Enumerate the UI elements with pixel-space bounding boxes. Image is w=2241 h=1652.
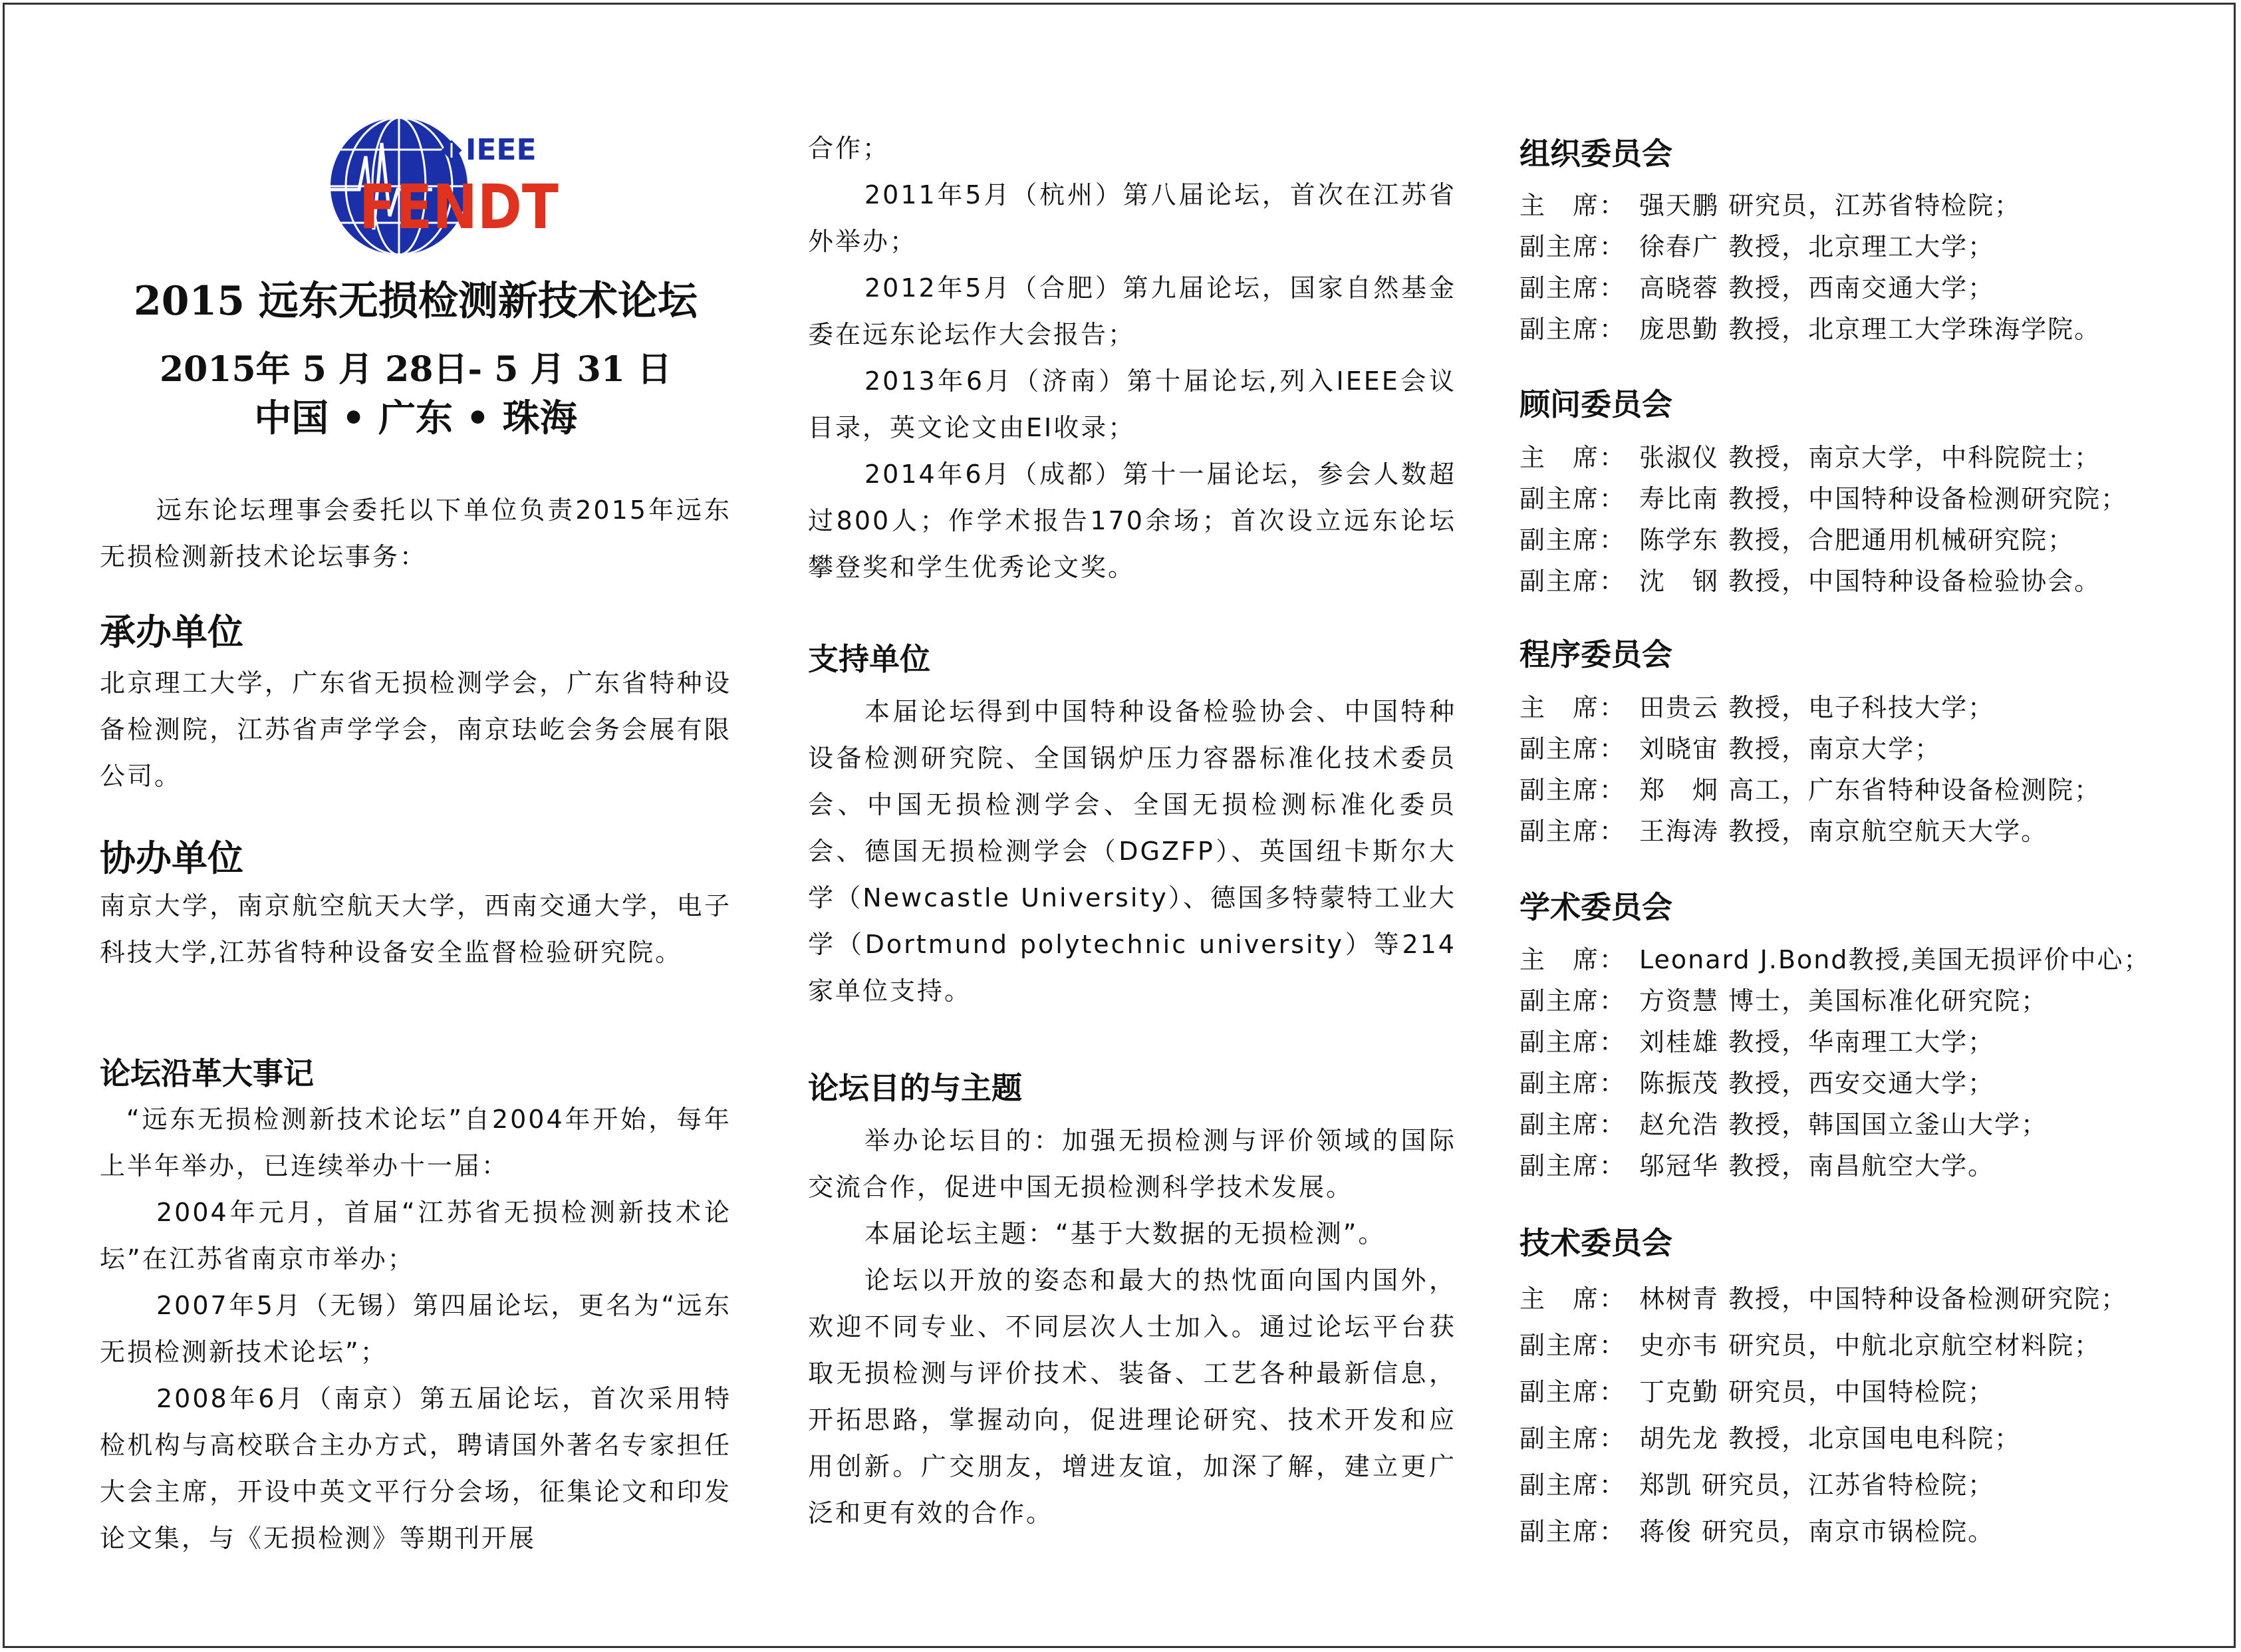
committee-member: 副主席： 高晓蓉 教授，西南交通大学； (1519, 273, 1995, 303)
purpose-paragraph: 举办论坛目的：加强无损检测与评价领域的国际交流合作，促进中国无损检测科学技术发展。 (808, 1126, 1456, 1202)
committee-member: 副主席： 蒋俊 研究员，南京市锅检院。 (1519, 1517, 1995, 1546)
committee-member: 主 席： 张淑仪 教授，南京大学，中科院院士； (1519, 443, 2101, 472)
committee-member: 副主席： 郑 炯 高工，广东省特种设备检测院； (1519, 775, 2101, 805)
forum-dates: 2015年 5 月 28日- 5 月 31 日 (159, 349, 672, 390)
committee-member: 副主席： 沈 钢 教授，中国特种设备检验协会。 (1519, 567, 2101, 596)
history-paragraph: 2011年5月（杭州）第八届论坛，首次在江苏省外举办； (808, 180, 1456, 256)
committee-member: 副主席： 赵允浩 教授，韩国国立釜山大学； (1519, 1110, 2048, 1139)
committee-heading: 程序委员会 (1519, 636, 1672, 672)
committee-heading: 顾问委员会 (1519, 386, 1672, 422)
committee-member: 主 席： 强天鹏 研究员，江苏省特检院； (1519, 191, 2022, 220)
committee-member: 副主席： 方资慧 博士，美国标准化研究院； (1519, 986, 2048, 1016)
history-text (100, 1096, 731, 1562)
committee-heading: 组织委员会 (1519, 136, 1672, 172)
committee-member: 主 席： Leonard J.Bond教授,美国无损评价中心； (1519, 945, 2151, 974)
support-heading: 支持单位 (808, 641, 930, 677)
committee-member: 副主席： 邬冠华 教授，南昌航空大学。 (1519, 1151, 1995, 1180)
history-paragraph: 2007年5月（无锡）第四届论坛，更名为“远东无损检测新技术论坛”； (100, 1291, 731, 1367)
committee-member: 副主席： 史亦韦 研究员，中航北京航空材料院； (1519, 1331, 2101, 1360)
committee-member: 主 席： 林树青 教授，中国特种设备检测研究院； (1519, 1284, 2128, 1313)
history-paragraph: 2014年6月（成都）第十一届论坛，参会人数超过800人；作学术报告170余场；首次设立远东论坛攀登奖和学生优秀论文奖。 (808, 460, 1456, 582)
committee-member: 副主席： 郑凯 研究员，江苏省特检院； (1519, 1470, 1995, 1500)
history-paragraph: 2004年元月，首届“江苏省无损检测新技术论坛”在江苏省南京市举办； (100, 1198, 731, 1274)
committee-member: 副主席： 寿比南 教授，中国特种设备检测研究院； (1519, 484, 2128, 513)
committee-member-list (1519, 185, 2101, 350)
committee-member: 副主席： 陈学东 教授，合肥通用机械研究院； (1519, 525, 2075, 555)
purpose-heading: 论坛目的与主题 (808, 1070, 1022, 1106)
committee-member-list (1519, 687, 2101, 852)
support-text: 本届论坛得到中国特种设备检验协会、中国特种设备检测研究院、全国锅炉压力容器标准化技术委员会、中国无损检测学会、全国无损检测标准化委员会、德国无损检测学会（DGZFP）、英国纽卡斯尔大学（Newcastle University）、德国多特蒙特工业大学（Dortmund polytechnic university）等214家单位支持。 (808, 697, 1456, 1006)
committee-member-list (1519, 1276, 2127, 1555)
committee-heading: 技术委员会 (1519, 1225, 1672, 1261)
committee-member: 副主席： 丁克勤 研究员，中国特检院； (1519, 1377, 1995, 1407)
co-organizers-text: 南京大学，南京航空航天大学，西南交通大学，电子科技大学,江苏省特种设备安全监督检验研究院。 (100, 891, 731, 967)
logo-fendt-text: FENDT (359, 172, 559, 243)
purpose-text (808, 1117, 1456, 1536)
co-organizers-heading: 协办单位 (100, 837, 243, 879)
fendt-ieee-logo (299, 116, 632, 269)
committee-member: 副主席： 刘晓宙 教授，南京大学； (1519, 734, 1942, 763)
committee-member: 主 席： 田贵云 教授，电子科技大学； (1519, 693, 1995, 722)
forum-place: 中国 • 广东 • 珠海 (254, 396, 577, 440)
committee-member: 副主席： 刘桂雄 教授，华南理工大学； (1519, 1028, 1995, 1057)
committee-member: 副主席： 陈振茂 教授，西安交通大学； (1519, 1069, 1995, 1098)
history-continued (808, 125, 1456, 591)
committee-member: 副主席： 胡先龙 教授，北京国电电科院； (1519, 1424, 2022, 1453)
committee-member: 副主席： 庞思勤 教授，北京理工大学珠海学院。 (1519, 315, 2101, 344)
history-continued-line: 合作； (808, 134, 890, 163)
history-heading: 论坛沿革大事记 (100, 1055, 314, 1091)
organizers-heading: 承办单位 (100, 611, 243, 653)
history-paragraph: 2012年5月（合肥）第九届论坛，国家自然基金委在远东论坛作大会报告； (808, 273, 1456, 349)
committee-member: 副主席： 王海涛 教授，南京航空航天大学。 (1519, 817, 2048, 846)
organizers-text: 北京理工大学，广东省无损检测学会，广东省特种设备检测院，江苏省声学学会，南京珐屹会务会展有限公司。 (100, 668, 731, 791)
committee-heading: 学术委员会 (1519, 889, 1672, 925)
committee-member: 副主席： 徐春广 教授，北京理工大学； (1519, 232, 1995, 261)
purpose-paragraph: 本届论坛主题：“基于大数据的无损检测”。 (864, 1219, 1386, 1248)
history-paragraph: 2013年6月（济南）第十届论坛,列入IEEE会议目录，英文论文由EI收录； (808, 366, 1456, 442)
history-paragraph: “远东无损检测新技术论坛”自2004年开始，每年上半年举办，已连续举办十一届： (100, 1105, 731, 1180)
history-paragraph: 2008年6月（南京）第五届论坛，首次采用特检机构与高校联合主办方式，聘请国外著名专家担任大会主席，开设中英文平行分会场，征集论文和印发论文集，与《无损检测》等期刊开展 (100, 1384, 731, 1553)
committee-member-list (1519, 437, 2127, 602)
committee-member-list (1519, 939, 2151, 1186)
purpose-paragraph: 论坛以开放的姿态和最大的热忱面向国内国外，欢迎不同专业、不同层次人士加入。通过论坛平台获取无损检测与评价技术、装备、工艺各种最新信息，开拓思路，掌握动向，促进理论研究、技术开发和应用创新。广交朋友，增进友谊，加深了解，建立更广泛和更有效的合作。 (808, 1266, 1456, 1528)
intro-paragraph: 远东论坛理事会委托以下单位负责2015年远东无损检测新技术论坛事务： (100, 495, 731, 571)
logo-ieee-text: IEEE (465, 133, 537, 167)
forum-title: 2015 远东无损检测新技术论坛 (134, 278, 698, 325)
